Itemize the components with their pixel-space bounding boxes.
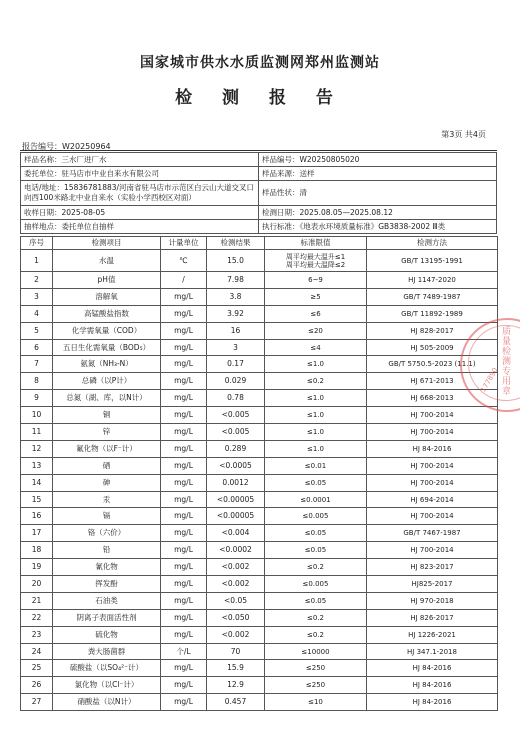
standard-limit: ≤0.2 — [265, 373, 367, 390]
seal-text: 质量检测专用章 — [500, 326, 510, 396]
result: 3 — [207, 339, 265, 356]
sampling-location: 抽样地点：委托单位自抽样 — [21, 220, 259, 234]
test-method: HJ 823-2017 — [367, 559, 498, 576]
unit: mg/L — [161, 525, 207, 542]
result: <0.00005 — [207, 508, 265, 525]
table-row — [21, 288, 498, 305]
table-row — [21, 525, 498, 542]
standard-limit: 6~9 — [265, 272, 367, 289]
result: 0.029 — [207, 373, 265, 390]
unit: 个/L — [161, 643, 207, 660]
result: <0.005 — [207, 424, 265, 441]
standard-limit: ≤10 — [265, 694, 367, 711]
standard-limit: ≤1.0 — [265, 440, 367, 457]
table-row — [21, 474, 498, 491]
header-unit: 计量单位 — [161, 237, 207, 250]
row-number: 2 — [21, 272, 53, 289]
row-number: 15 — [21, 491, 53, 508]
standard-limit: ≤0.05 — [265, 592, 367, 609]
table-row — [21, 559, 498, 576]
table-row — [21, 457, 498, 474]
standard-limit: ≤10000 — [265, 643, 367, 660]
row-number: 10 — [21, 407, 53, 424]
unit: mg/L — [161, 609, 207, 626]
unit: mg/L — [161, 491, 207, 508]
result: <0.0005 — [207, 457, 265, 474]
test-method: HJ 700-2014 — [367, 474, 498, 491]
table-row — [21, 373, 498, 390]
row-number: 12 — [21, 440, 53, 457]
table-row — [21, 508, 498, 525]
test-item: 水温 — [53, 250, 161, 272]
test-method: GB/T 7467-1987 — [367, 525, 498, 542]
row-number: 20 — [21, 576, 53, 593]
test-date: 检测日期：2025.08.05—2025.08.12 — [259, 206, 497, 220]
unit: mg/L — [161, 288, 207, 305]
test-item: 化学需氧量（COD） — [53, 322, 161, 339]
test-item: 挥发酚 — [53, 576, 161, 593]
unit: mg/L — [161, 677, 207, 694]
standard-limit: ≤1.0 — [265, 424, 367, 441]
result: <0.002 — [207, 559, 265, 576]
unit: mg/L — [161, 474, 207, 491]
table-row — [21, 339, 498, 356]
table-row — [21, 250, 498, 272]
unit: mg/L — [161, 694, 207, 711]
test-method: HJ 671-2013 — [367, 373, 498, 390]
row-number: 25 — [21, 660, 53, 677]
test-item: 硫酸盐（以SO₄²⁻计） — [53, 660, 161, 677]
test-item: 铬（六价） — [53, 525, 161, 542]
standard-limit: ≥5 — [265, 288, 367, 305]
table-row — [21, 576, 498, 593]
row-number: 1 — [21, 250, 53, 272]
result: 0.0012 — [207, 474, 265, 491]
test-method: HJ 1147-2020 — [367, 272, 498, 289]
result: 15.0 — [207, 250, 265, 272]
table-row — [21, 424, 498, 441]
result: <0.00005 — [207, 491, 265, 508]
test-method: GB/T 13195-1991 — [367, 250, 498, 272]
unit: mg/L — [161, 407, 207, 424]
test-method: HJ 970-2018 — [367, 592, 498, 609]
result: <0.050 — [207, 609, 265, 626]
result: 0.17 — [207, 356, 265, 373]
unit: mg/L — [161, 390, 207, 407]
test-method: HJ 347.1-2018 — [367, 643, 498, 660]
table-row — [21, 677, 498, 694]
result: <0.004 — [207, 525, 265, 542]
table-row — [21, 660, 498, 677]
sample-name: 样品名称：三水厂进厂水 — [21, 153, 259, 167]
standard-limit: ≤20 — [265, 322, 367, 339]
standard-limit: ≤1.0 — [265, 356, 367, 373]
result: <0.002 — [207, 626, 265, 643]
result: 3.8 — [207, 288, 265, 305]
test-method: HJ 84-2016 — [367, 694, 498, 711]
test-item: 氨氮（NH₃-N） — [53, 356, 161, 373]
page-indicator: 第3页 共4页 — [441, 130, 486, 139]
sample-source: 样品来源：送样 — [259, 167, 497, 181]
result: 16 — [207, 322, 265, 339]
table-row — [21, 491, 498, 508]
test-item: 溶解氧 — [53, 288, 161, 305]
row-number: 17 — [21, 525, 53, 542]
test-item: 镉 — [53, 508, 161, 525]
standard-limit: ≤0.005 — [265, 576, 367, 593]
standard-limit: ≤0.05 — [265, 474, 367, 491]
unit: mg/L — [161, 508, 207, 525]
standard-limit: ≤0.2 — [265, 626, 367, 643]
unit: mg/L — [161, 626, 207, 643]
table-row — [21, 609, 498, 626]
test-item: 氰化物 — [53, 559, 161, 576]
result: <0.0002 — [207, 542, 265, 559]
test-method: HJ 700-2014 — [367, 508, 498, 525]
standard-limit: ≤6 — [265, 305, 367, 322]
test-item: 高锰酸盐指数 — [53, 305, 161, 322]
row-number: 16 — [21, 508, 53, 525]
standard-limit: ≤0.0001 — [265, 491, 367, 508]
table-row — [21, 390, 498, 407]
standard-limit: ≤1.0 — [265, 390, 367, 407]
test-item: 石油类 — [53, 592, 161, 609]
row-number: 26 — [21, 677, 53, 694]
row-number: 24 — [21, 643, 53, 660]
unit: mg/L — [161, 576, 207, 593]
result: 0.457 — [207, 694, 265, 711]
standard-limit: ≤0.2 — [265, 609, 367, 626]
standard-limit: ≤0.05 — [265, 542, 367, 559]
table-row — [21, 440, 498, 457]
unit: mg/L — [161, 660, 207, 677]
result: 15.9 — [207, 660, 265, 677]
table-row — [21, 272, 498, 289]
row-number: 4 — [21, 305, 53, 322]
test-item: 五日生化需氧量（BOD₅） — [53, 339, 161, 356]
header-limit: 标准限值 — [265, 237, 367, 250]
unit: mg/L — [161, 373, 207, 390]
table-row — [21, 626, 498, 643]
test-item: 总磷（以P计） — [53, 373, 161, 390]
test-item: 氟化物（以F⁻计） — [53, 440, 161, 457]
result: 12.9 — [207, 677, 265, 694]
standard-limit: 周平均最大温升≤1 周平均最大温降≤2 — [265, 250, 367, 272]
result: <0.005 — [207, 407, 265, 424]
received-date: 收样日期：2025-08-05 — [21, 206, 259, 220]
unit: mg/L — [161, 305, 207, 322]
unit: mg/L — [161, 322, 207, 339]
standard-limit: ≤0.05 — [265, 525, 367, 542]
sample-number: 样品编号：W20250805020 — [259, 153, 497, 167]
test-method: GB/T 7489-1987 — [367, 288, 498, 305]
result: 0.78 — [207, 390, 265, 407]
row-number: 22 — [21, 609, 53, 626]
test-method: HJ825-2017 — [367, 576, 498, 593]
header-result: 检测结果 — [207, 237, 265, 250]
table-row — [21, 356, 498, 373]
results-header-row — [21, 237, 498, 250]
sample-info-table — [20, 152, 497, 234]
test-item: 铜 — [53, 407, 161, 424]
organization-name: 国家城市供水水质监测网郑州监测站 — [140, 55, 380, 71]
test-item: 阴离子表面活性剂 — [53, 609, 161, 626]
report-title: 检 测 报 告 — [175, 88, 345, 108]
header-item: 检测项目 — [53, 237, 161, 250]
test-item: 氯化物（以Cl⁻计） — [53, 677, 161, 694]
result: 0.289 — [207, 440, 265, 457]
row-number: 19 — [21, 559, 53, 576]
unit: mg/L — [161, 592, 207, 609]
row-number: 9 — [21, 390, 53, 407]
test-item: 总氮（湖、库，以N计） — [53, 390, 161, 407]
row-number: 18 — [21, 542, 53, 559]
test-item: 锌 — [53, 424, 161, 441]
test-method: HJ 1226-2021 — [367, 626, 498, 643]
header-rule — [20, 150, 497, 151]
row-number: 7 — [21, 356, 53, 373]
row-number: 11 — [21, 424, 53, 441]
unit: ℃ — [161, 250, 207, 272]
standard-limit: ≤0.01 — [265, 457, 367, 474]
unit: mg/L — [161, 339, 207, 356]
unit: mg/L — [161, 559, 207, 576]
header-no: 序号 — [21, 237, 53, 250]
results-table — [20, 236, 498, 711]
row-number: 21 — [21, 592, 53, 609]
sample-property: 样品性状：清 — [259, 181, 497, 206]
test-method: HJ 826-2017 — [367, 609, 498, 626]
test-item: 硝酸盐（以N计） — [53, 694, 161, 711]
test-item: 铅 — [53, 542, 161, 559]
test-item: 汞 — [53, 491, 161, 508]
row-number: 14 — [21, 474, 53, 491]
test-method: HJ 505-2009 — [367, 339, 498, 356]
test-method: HJ 84-2016 — [367, 660, 498, 677]
unit: mg/L — [161, 457, 207, 474]
unit: mg/L — [161, 424, 207, 441]
applied-standard: 执行标准：《地表水环境质量标准》GB3838-2002 Ⅲ类 — [259, 220, 497, 234]
unit: mg/L — [161, 440, 207, 457]
unit: / — [161, 272, 207, 289]
standard-limit: ≤4 — [265, 339, 367, 356]
test-method: HJ 700-2014 — [367, 424, 498, 441]
test-method: HJ 84-2016 — [367, 440, 498, 457]
header-method: 检测方法 — [367, 237, 498, 250]
result: 70 — [207, 643, 265, 660]
test-item: 硫化物 — [53, 626, 161, 643]
result: 3.92 — [207, 305, 265, 322]
result: <0.002 — [207, 576, 265, 593]
standard-limit: ≤250 — [265, 677, 367, 694]
table-row — [21, 542, 498, 559]
row-number: 5 — [21, 322, 53, 339]
row-number: 6 — [21, 339, 53, 356]
test-method: HJ 828-2017 — [367, 322, 498, 339]
unit: mg/L — [161, 356, 207, 373]
test-method: HJ 668-2013 — [367, 390, 498, 407]
standard-limit: ≤0.005 — [265, 508, 367, 525]
standard-limit: ≤0.2 — [265, 559, 367, 576]
table-row — [21, 407, 498, 424]
test-method: GB/T 11892-1989 — [367, 305, 498, 322]
test-method: HJ 700-2014 — [367, 542, 498, 559]
table-row — [21, 322, 498, 339]
standard-limit: ≤250 — [265, 660, 367, 677]
result: 7.98 — [207, 272, 265, 289]
result: <0.05 — [207, 592, 265, 609]
test-method: GB/T 5750.5-2023 (11.1) — [367, 356, 498, 373]
row-number: 8 — [21, 373, 53, 390]
row-number: 23 — [21, 626, 53, 643]
test-method: HJ 84-2016 — [367, 677, 498, 694]
table-row — [21, 592, 498, 609]
test-item: pH值 — [53, 272, 161, 289]
test-method: HJ 700-2014 — [367, 407, 498, 424]
row-number: 3 — [21, 288, 53, 305]
report-number: 报告编号：W20250964 — [22, 142, 111, 151]
table-row — [21, 643, 498, 660]
unit: mg/L — [161, 542, 207, 559]
test-item: 砷 — [53, 474, 161, 491]
test-method: HJ 700-2014 — [367, 457, 498, 474]
test-item: 硒 — [53, 457, 161, 474]
table-row — [21, 305, 498, 322]
table-row — [21, 694, 498, 711]
test-item: 粪大肠菌群 — [53, 643, 161, 660]
row-number: 27 — [21, 694, 53, 711]
row-number: 13 — [21, 457, 53, 474]
client: 委托单位：驻马店市中业自来水有限公司 — [21, 167, 259, 181]
seal-number: 177890 — [479, 366, 500, 394]
client-address: 电话/地址：15836781883/河南省驻马店市示范区白云山大道交叉口向西100米路北中业自来水（实验小学西校区对面） — [21, 181, 259, 206]
standard-limit: ≤1.0 — [265, 407, 367, 424]
test-method: HJ 694-2014 — [367, 491, 498, 508]
